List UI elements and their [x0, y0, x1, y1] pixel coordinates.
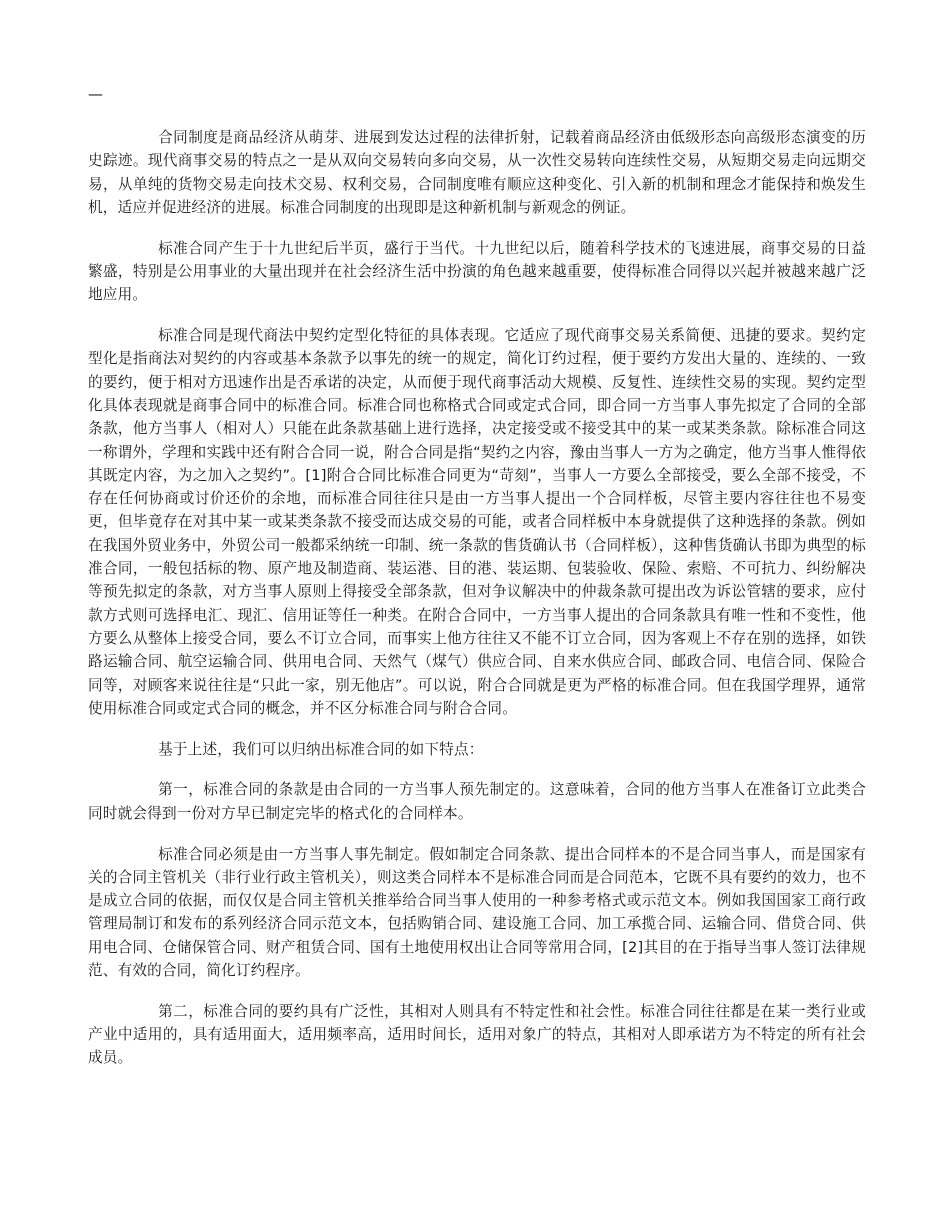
- paragraph-definition: 标准合同是现代商法中契约定型化特征的具体表现。它适应了现代商事交易关系简便、迅捷的要求。契约定型化是指商法对契约的内容或基本条款予以事先的统一的规定，简化订约过程，便于要约方发出大量的、连续的、一致的要约，便于相对方迅速作出是否承诺的决定，从而便于现代商事活动大规模、反复性、连续性交易的实现。契约定型化具体表现就是商事合同中的标准合同。标准合同也称格式合同或定式合同，即合同一方当事人事先拟定了合同的全部条款，他方当事人（相对人）只能在此条款基础上进行选择，决定接受或不接受其中的某一或某类条款。除标准合同这一称谓外，学理和实践中还有附合合同一说，附合合同是指“契约之内容，豫由当事人一方为之确定，他方当事人惟得依其既定内容，为之加入之契约”。[1]附合合同比标准合同更为“苛刻”，当事人一方要么全部接受，要么全部不接受，不存在任何协商或讨价还价的余地，而标准合同往往只是由一方当事人提出一个合同样板，尽管主要内容往往也不易变更，但毕竟存在对其中某一或某类条款不接受而达成交易的可能，或者合同样板中本身就提供了这种选择的条款。例如在我国外贸业务中，外贸公司一般都采纳统一印制、统一条款的售货确认书（合同样板），这种售货确认书即为典型的标准合同，一般包括标的物、原产地及制造商、装运港、目的港、装运期、包装验收、保险、索赔、不可抗力、纠纷解决等预先拟定的条款，对方当事人原则上得接受全部条款，但对争议解决中的仲裁条款可提出改为诉讼管辖的要求，应付款方式则可选择电汇、现汇、信用证等任一种类。在附合合同中，一方当事人提出的合同条款具有唯一性和不变性，他方要么从整体上接受合同，要么不订立合同，而事实上他方往往又不能不订立合同，因为客观上不存在别的选择，如铁路运输合同、航空运输合同、供用电合同、天然气（煤气）供应合同、自来水供应合同、邮政合同、电信合同、保险合同等，对顾客来说往往是“只此一家，别无他店”。可以说，附合合同就是更为严格的标准合同。但在我国学理界，通常使用标准合同或定式合同的概念，并不区分标准合同与附合合同。: [88, 327, 866, 717]
- paragraph-feature-two: 第二，标准合同的要约具有广泛性，其相对人则具有不特定性和社会性。标准合同往往都是在某一类行业或产业中适用的，具有适用面大，适用频率高，适用时间长，适用对象广的特点，其相对人即承诺方为不特定的所有社会成员。: [88, 1002, 866, 1067]
- document-page: [88, 82, 866, 1087]
- leading-dash: —: [88, 85, 103, 103]
- paragraph-feature-one-detail: 标准合同必须是由一方当事人事先制定。假如制定合同条款、提出合同样本的不是合同当事人，而是国家有关的合同主管机关（非行业行政主管机关），则这类合同样本不是标准合同而是合同范本，它既不具有要约的效力，也不是成立合同的依据，而仅仅是合同主管机关推举给合同当事人使用的一种参考格式或示范文本。例如我国国家工商行政管理局制订和发布的系列经济合同示范文本，包括购销合同、建设施工合同、加工承揽合同、运输合同、借贷合同、供用电合同、仓储保管合同、财产租赁合同、国有土地使用权出让合同等常用合同，[2]其目的在于指导当事人签订法律规范、有效的合同，简化订约程序。: [88, 845, 866, 979]
- paragraph-contract-system: 合同制度是商品经济从萌芽、进展到发达过程的法律折射，记载着商品经济由低级形态向高级形态演变的历史踪迹。现代商事交易的特点之一是从双向交易转向多向交易，从一次性交易转向连续性交易，从短期交易走向远期交易，从单纯的货物交易走向技术交易、权利交易，合同制度唯有顺应这种变化、引入新的机制和理念才能保持和焕发生机，适应并促进经济的进展。标准合同制度的出现即是这种新机制与新观念的例证。: [88, 129, 866, 216]
- paragraph-feature-one: 第一，标准合同的条款是由合同的一方当事人预先制定的。这意味着，合同的他方当事人在准备订立此类合同时就会得到一份对方早已制定完毕的格式化的合同样本。: [88, 781, 866, 822]
- paragraph-origin: 标准合同产生于十九世纪后半页，盛行于当代。十九世纪以后，随着科学技术的飞速进展，商事交易的日益繁盛，特别是公用事业的大量出现并在社会经济生活中扮演的角色越来越重要，使得标准合同得以兴起并被越来越广泛地应用。: [88, 239, 866, 304]
- paragraph-summary-intro: 基于上述，我们可以归纳出标准合同的如下特点：: [158, 740, 484, 758]
